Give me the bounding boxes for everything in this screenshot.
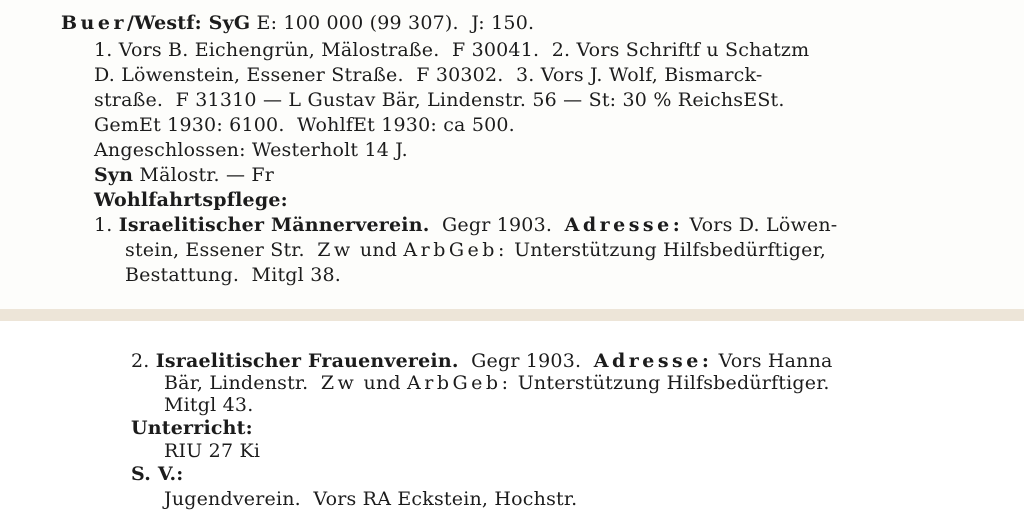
synagogue-line	[94, 163, 274, 187]
welfare-item-2	[131, 349, 833, 373]
founded: Gegr 1903.	[429, 214, 565, 236]
address-value: Vors Hanna	[712, 350, 833, 372]
entry-heading	[61, 11, 534, 35]
purpose-abbrev: Zw	[320, 372, 358, 394]
org-name: Israelitischer Frauenverein.	[155, 350, 459, 372]
purpose-label: ArbGeb:	[403, 239, 508, 261]
text-line: 1. Vors B. Eichengrün, Mälostraße. F 30041. 2. Vors Schriftf u Schatzm	[94, 39, 810, 61]
section-heading-welfare: Wohlfahrtspflege:	[94, 189, 288, 211]
text-part: Unterstützung Hilfsbedürftiger.	[511, 372, 830, 394]
syn-label: Syn	[94, 164, 134, 186]
founded: Gegr 1903.	[458, 350, 594, 372]
text-part: Bär, Lindenstr.	[164, 372, 321, 394]
purpose-abbrev: Zw	[317, 239, 354, 261]
text-line: Mitgl 43.	[164, 394, 254, 416]
item-number: 2.	[131, 350, 156, 372]
text-line: straße. F 31310 — L Gustav Bär, Lindenstr. 56 — St: 30 % ReichsESt.	[94, 89, 785, 111]
city-name: Buer	[61, 12, 127, 34]
text-part: Unterstützung Hilfsbedürftiger,	[507, 239, 827, 261]
address-value: Vors D. Löwen-	[683, 214, 838, 236]
text-line: Angeschlossen: Westerholt 14 J.	[94, 139, 408, 161]
bottom-page-section	[0, 321, 1024, 529]
purpose-label: ArbGeb:	[407, 372, 512, 394]
address-label: Adresse:	[593, 350, 713, 372]
text-line: Bestattung. Mitgl 38.	[125, 264, 342, 286]
text-line: Jugendverein. Vors RA Eckstein, Hochstr.	[164, 488, 578, 510]
item-number: 1.	[94, 214, 119, 236]
address-label: Adresse:	[564, 214, 684, 236]
city-region: /Westf: SyG	[126, 12, 251, 34]
text-line	[125, 238, 826, 262]
text-part: und	[357, 372, 408, 394]
text-line: RIU 27 Ki	[164, 440, 261, 462]
text-line	[164, 371, 830, 395]
org-name: Israelitischer Männerverein.	[118, 214, 430, 236]
text-line: GemEt 1930: 6100. WohlfEt 1930: ca 500.	[94, 114, 515, 136]
text-part: stein, Essener Str.	[125, 239, 318, 261]
section-heading-sv: S. V.:	[131, 463, 184, 485]
section-heading-education: Unterricht:	[131, 417, 253, 439]
welfare-item-1	[94, 213, 837, 237]
text-part: und	[353, 239, 404, 261]
syn-value: Mälostr. — Fr	[133, 164, 275, 186]
text-line: D. Löwenstein, Essener Straße. F 30302. 3. Vors J. Wolf, Bismarck-	[94, 64, 763, 86]
page-divider	[0, 309, 1024, 321]
city-stats: E: 100 000 (99 307). J: 150.	[250, 12, 535, 34]
